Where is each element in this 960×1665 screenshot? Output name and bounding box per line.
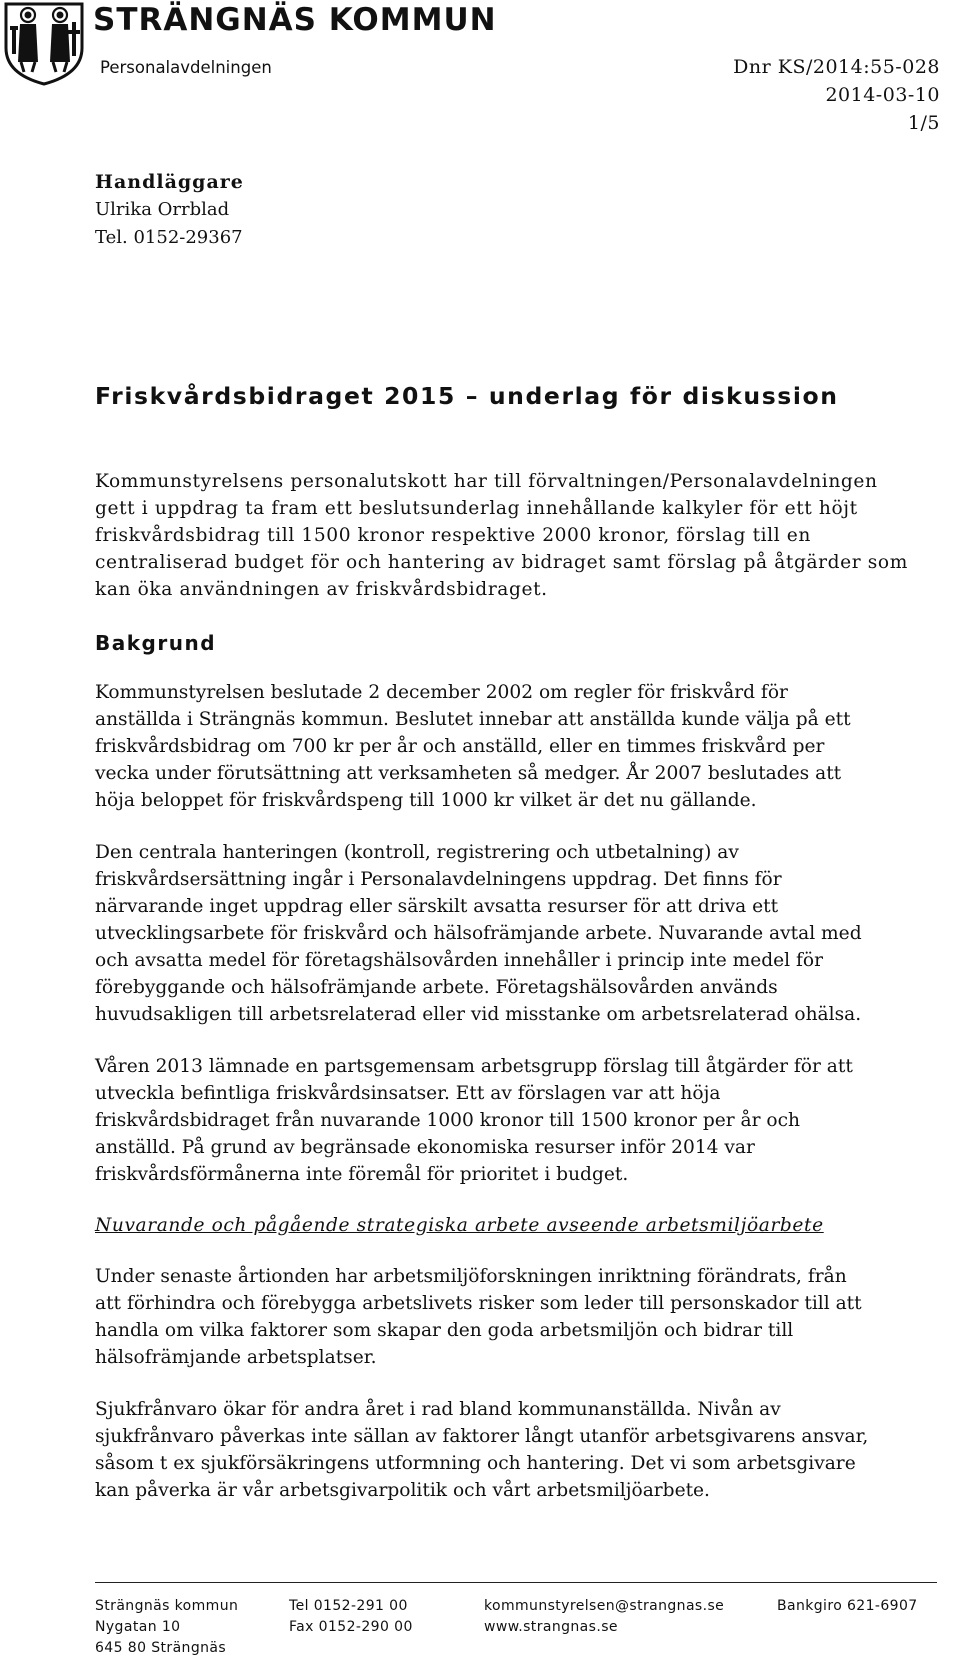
text-line: anställda i Strängnäs kommun. Beslutet innebar att anställda kunde välja på ett xyxy=(95,709,851,730)
text-line: anställd. På grund av begränsade ekonomiska resurser inför 2014 var xyxy=(95,1137,755,1158)
text-line: friskvårdsbidrag om 700 kr per år och anställd, eller en timmes friskvård per xyxy=(95,736,825,757)
organization-name: STRÄNGNÄS KOMMUN xyxy=(93,2,497,38)
text-line: Under senaste årtionden har arbetsmiljöforskningen inriktning förändrats, från xyxy=(95,1266,847,1287)
text-line: centraliserad budget för och hantering av bidraget samt förslag på åtgärder som xyxy=(95,552,908,573)
section-heading-strategic-work: Nuvarande och pågående strategiska arbete avseende arbetsmiljöarbete xyxy=(95,1215,824,1236)
text-line: kan öka användningen av friskvårdsbidraget. xyxy=(95,579,548,600)
text-line: Den centrala hanteringen (kontroll, registrering och utbetalning) av xyxy=(95,842,739,863)
case-officer-phone: Tel. 0152-29367 xyxy=(95,227,243,248)
strategic-paragraph-2 xyxy=(95,1396,937,1504)
text-line: närvarande inget uppdrag eller särskilt avsatta resurser för att driva ett xyxy=(95,896,779,917)
text-line: friskvårdsersättning ingår i Personalavdelningens uppdrag. Det finns för xyxy=(95,869,782,890)
text-line: Kommunstyrelsens personalutskott har till förvaltningen/Personalavdelningen xyxy=(95,471,878,492)
text-line: höja beloppet för friskvårdspeng till 1000 kr vilket är det nu gällande. xyxy=(95,790,757,811)
case-officer-block xyxy=(95,168,244,252)
text-line: Våren 2013 lämnade en partsgemensam arbetsgrupp förslag till åtgärder för att xyxy=(95,1056,853,1077)
text-line: friskvårdsbidrag till 1500 kronor respektive 2000 kronor, förslag till en xyxy=(95,525,811,546)
footer-street: Nygatan 10 xyxy=(95,1619,181,1635)
text-line: sjukfrånvaro påverkas inte sällan av faktorer långt utanför arbetsgivarens ansvar, xyxy=(95,1426,869,1447)
text-line: huvudsakligen till arbetsrelaterad eller vid misstanke om arbetsrelaterad ohälsa. xyxy=(95,1004,862,1025)
case-officer-label: Handläggare xyxy=(95,171,244,193)
text-line: såsom t ex sjukförsäkringens utformning och hantering. Det vi som arbetsgivare xyxy=(95,1453,856,1474)
page-number: 1/5 xyxy=(907,112,940,134)
footer-web-link[interactable]: www.strangnas.se xyxy=(484,1619,618,1635)
text-line: att förhindra och förebygga arbetslivets risker som leder till personskador till att xyxy=(95,1293,862,1314)
text-line: vecka under förutsättning att verksamheten så medger. År 2007 beslutades att xyxy=(95,763,842,784)
background-paragraph-2 xyxy=(95,839,937,1028)
text-line: handla om vilka faktorer som skapar den goda arbetsmiljön och bidrar till xyxy=(95,1320,794,1341)
section-heading-background: Bakgrund xyxy=(95,631,217,655)
text-line: Sjukfrånvaro ökar för andra året i rad bland kommunanställda. Nivån av xyxy=(95,1399,781,1420)
text-line: gett i uppdrag ta fram ett beslutsunderlag innehållande kalkyler för ett höjt xyxy=(95,498,858,519)
footer-bankgiro: Bankgiro 621-6907 xyxy=(777,1598,918,1614)
footer-phone xyxy=(289,1596,413,1638)
text-line: hälsofrämjande arbetsplatser. xyxy=(95,1347,377,1368)
text-line: friskvårdsförmånerna inte föremål för prioritet i budget. xyxy=(95,1164,629,1185)
text-line: och avsatta medel för företagshälsovården innehåller i princip inte medel för xyxy=(95,950,823,971)
text-line: kan påverka är vår arbetsgivarpolitik och vårt arbetsmiljöarbete. xyxy=(95,1480,710,1501)
strategic-paragraph-1 xyxy=(95,1263,937,1371)
footer-fax: Fax 0152-290 00 xyxy=(289,1619,413,1635)
diary-number: Dnr KS/2014:55-028 xyxy=(733,56,940,78)
case-officer-name: Ulrika Orrblad xyxy=(95,199,230,220)
document-date: 2014-03-10 xyxy=(825,84,940,106)
footer-postal: 645 80 Strängnäs xyxy=(95,1640,227,1656)
intro-paragraph xyxy=(95,468,937,603)
background-paragraph-3 xyxy=(95,1053,937,1188)
municipal-coat-of-arms-logo xyxy=(0,0,88,86)
text-line: friskvårdsbidraget från nuvarande 1000 kronor till 1500 kronor per år och xyxy=(95,1110,801,1131)
text-line: utvecklingsarbete för friskvård och hälsofrämjande arbete. Nuvarande avtal med xyxy=(95,923,862,944)
text-line: utveckla befintliga friskvårdsinsatser. Ett av förslagen var att höja xyxy=(95,1083,721,1104)
footer-tel: Tel 0152-291 00 xyxy=(289,1598,408,1614)
background-paragraph-1 xyxy=(95,679,937,814)
text-line: förebyggande och hälsofrämjande arbete. Företagshälsovården används xyxy=(95,977,778,998)
footer-email-link[interactable]: kommunstyrelsen@strangnas.se xyxy=(484,1598,725,1614)
document-body xyxy=(95,468,937,1504)
text-line: Kommunstyrelsen beslutade 2 december 2002 om regler för friskvård för xyxy=(95,682,788,703)
footer-divider xyxy=(95,1582,937,1583)
document-title: Friskvårdsbidraget 2015 – underlag för diskussion xyxy=(95,382,839,410)
footer-org: Strängnäs kommun xyxy=(95,1598,239,1614)
footer-contact xyxy=(484,1596,724,1638)
footer-address xyxy=(95,1596,238,1659)
department-name: Personalavdelningen xyxy=(100,58,272,77)
